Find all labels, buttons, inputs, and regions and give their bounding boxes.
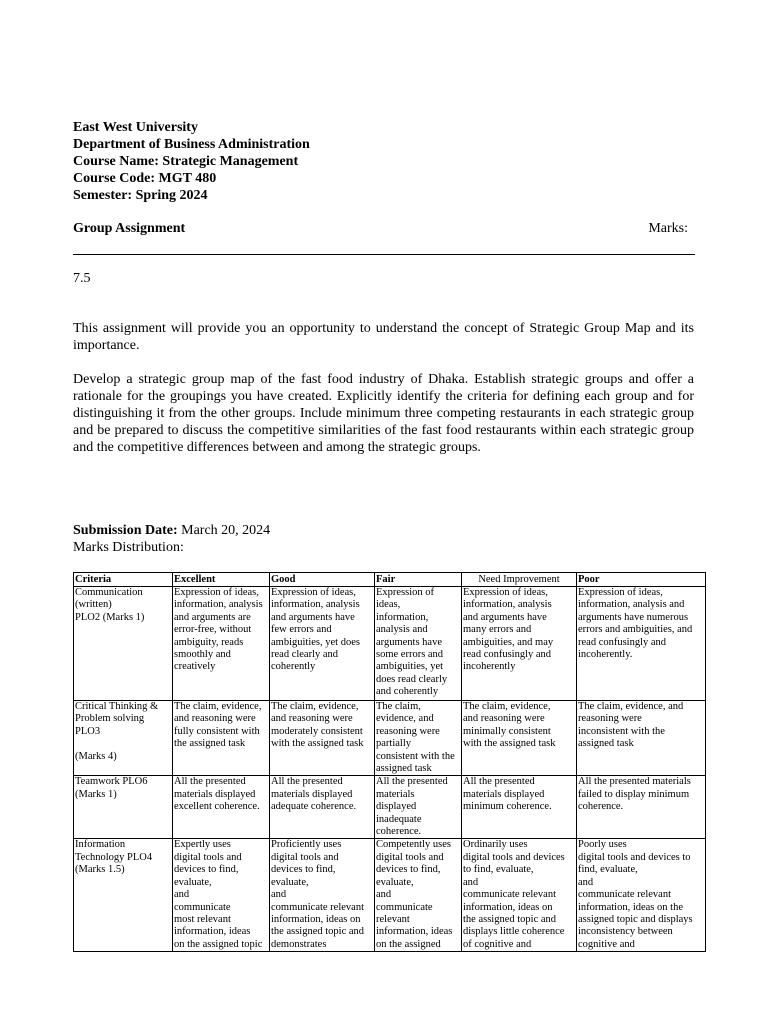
- header-good: Good: [270, 573, 375, 587]
- need-improvement-cell: Expression of ideas, information, analysis and arguments have many errors and ambiguities, and may read confusingly and incoherently: [462, 587, 577, 701]
- good-cell: All the presented materials displayed adequate coherence.: [270, 776, 375, 839]
- course-name: Course Name: Strategic Management: [73, 154, 299, 169]
- header-excellent: Excellent: [173, 573, 270, 587]
- excellent-cell: Expertly uses digital tools and devices to find, evaluate, and communicate most relevant information, ideas on the assigned topic: [173, 839, 270, 952]
- fair-cell: Expression of ideas, information, analysis and arguments have some errors and ambiguities, yet does read clearly and coherently: [375, 587, 462, 701]
- poor-cell: The claim, evidence, and reasoning were inconsistent with the assigned task: [577, 701, 706, 776]
- marks-value: 7.5: [73, 271, 91, 286]
- need-improvement-cell: All the presented materials displayed minimum coherence.: [462, 776, 577, 839]
- poor-cell: Poorly uses digital tools and devices to find, evaluate, and communicate relevant information, ideas on the assigned topic and displays inconsistency between cognitive and: [577, 839, 706, 952]
- task-paragraph: Develop a strategic group map of the fast food industry of Dhaka. Establish strategic groups and offer a rationale for the groupings you have created. Explicitly identify the criteria for defining each group and for distinguishing it from the other groups. Include minimum three competing restaurants in each strategic group and be prepared to discuss the competitive similarities of the fast food restaurants within each strategic group and the competitive differences between and among the strategic groups.: [73, 372, 694, 455]
- submission-label: Submission Date:: [73, 523, 178, 538]
- rubric-row-teamwork: [74, 776, 706, 839]
- header-criteria: Criteria: [74, 573, 173, 587]
- university-name: East West University: [73, 120, 198, 135]
- criteria-cell: Teamwork PLO6 (Marks 1): [74, 776, 173, 839]
- intro-paragraph: This assignment will provide you an opportunity to understand the concept of Strategic Group Map and its importance.: [73, 321, 694, 353]
- marks-distribution-label: Marks Distribution:: [73, 540, 184, 555]
- good-cell: Expression of ideas, information, analysis and arguments have few errors and ambiguities, yet does read clearly and coherently: [270, 587, 375, 701]
- excellent-cell: The claim, evidence, and reasoning were fully consistent with the assigned task: [173, 701, 270, 776]
- excellent-cell: Expression of ideas, information, analysis and arguments are error-free, without ambiguity, reads smoothly and creatively: [173, 587, 270, 701]
- rubric-row-information-technology: [74, 839, 706, 952]
- fair-cell: Competently uses digital tools and devices to find, evaluate, and communicate relevant information, ideas on the assigned: [375, 839, 462, 952]
- fair-cell: The claim, evidence, and reasoning were partially consistent with the assigned task: [375, 701, 462, 776]
- document-header: [73, 119, 310, 204]
- assignment-title: Group Assignment: [73, 221, 186, 236]
- course-code: Course Code: MGT 480: [73, 171, 217, 186]
- divider-line: [73, 254, 695, 255]
- good-cell: The claim, evidence, and reasoning were moderately consistent with the assigned task: [270, 701, 375, 776]
- rubric-row-communication: [74, 587, 706, 701]
- marks-label: Marks:: [648, 221, 688, 236]
- criteria-cell: Communication (written) PLO2 (Marks 1): [74, 587, 173, 701]
- submission-date-value: March 20, 2024: [177, 523, 271, 538]
- excellent-cell: All the presented materials displayed excellent coherence.: [173, 776, 270, 839]
- fair-cell: All the presented materials displayed inadequate coherence.: [375, 776, 462, 839]
- criteria-cell: Critical Thinking & Problem solving PLO3 (Marks 4): [74, 701, 173, 776]
- header-poor: Poor: [577, 573, 706, 587]
- header-fair: Fair: [375, 573, 462, 587]
- good-cell: Proficiently uses digital tools and devices to find, evaluate, and communicate relevant information, ideas on the assigned topic and demonstrates: [270, 839, 375, 952]
- submission-date: [73, 522, 270, 539]
- semester: Semester: Spring 2024: [73, 188, 208, 203]
- department-name: Department of Business Administration: [73, 137, 310, 152]
- header-need-improvement: Need Improvement: [462, 573, 577, 587]
- need-improvement-cell: Ordinarily uses digital tools and devices to find, evaluate, and communicate relevant information, ideas on the assigned topic and displays little coherence of cognitive and: [462, 839, 577, 952]
- rubric-header-row: [74, 573, 706, 587]
- poor-cell: All the presented materials failed to display minimum coherence.: [577, 776, 706, 839]
- rubric-table: [73, 572, 706, 952]
- criteria-cell: Information Technology PLO4 (Marks 1.5): [74, 839, 173, 952]
- rubric-row-critical-thinking: [74, 701, 706, 776]
- poor-cell: Expression of ideas, information, analysis and arguments have numerous errors and ambiguities, and read confusingly and incoherently.: [577, 587, 706, 701]
- need-improvement-cell: The claim, evidence, and reasoning were minimally consistent with the assigned task: [462, 701, 577, 776]
